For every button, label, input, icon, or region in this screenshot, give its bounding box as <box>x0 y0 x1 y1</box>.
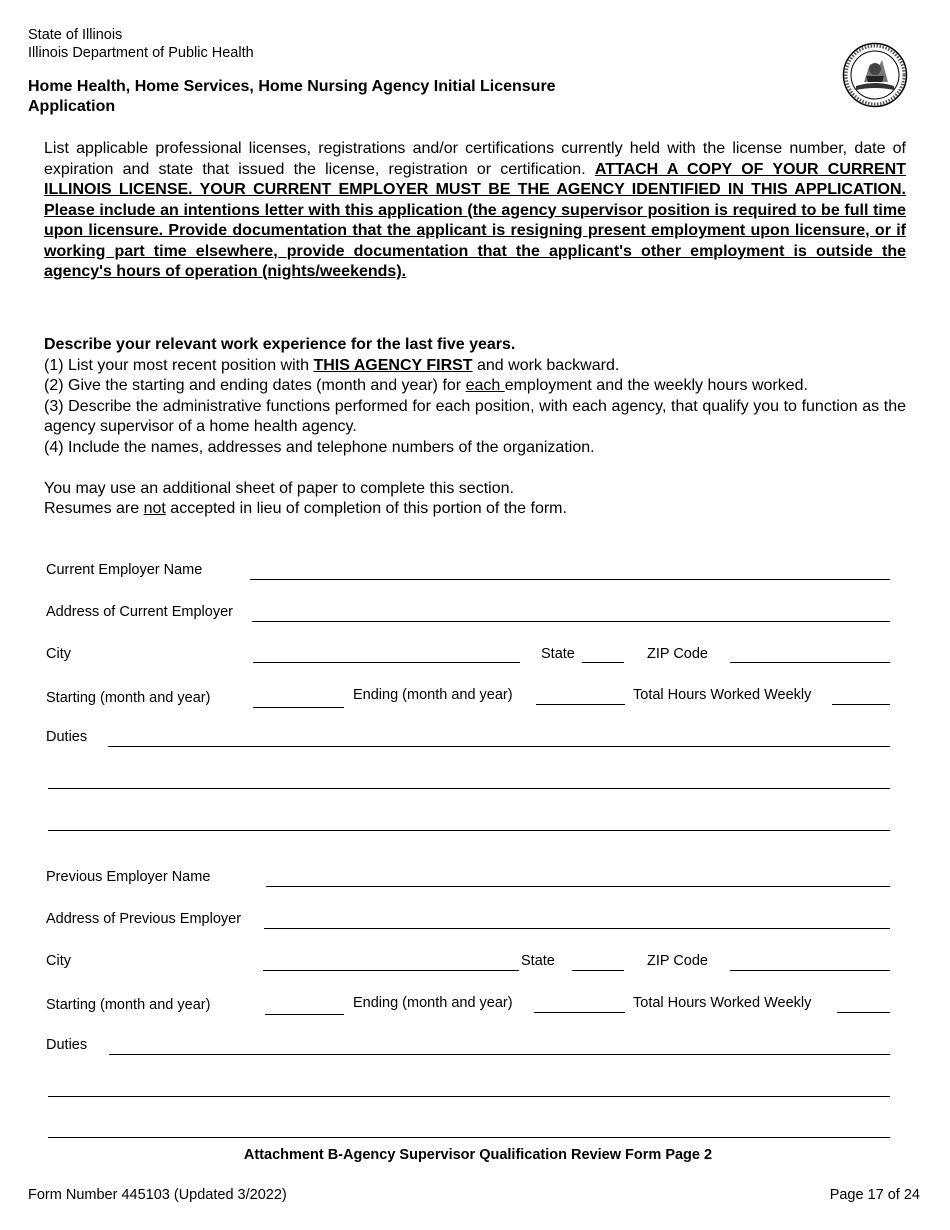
current-duties-field-2[interactable] <box>48 788 890 789</box>
state-seal-icon <box>842 42 908 108</box>
previous-employer-label: Previous Employer Name <box>46 869 211 885</box>
previous-duties-field-2[interactable] <box>48 1096 890 1097</box>
previous-address-field[interactable] <box>264 928 890 929</box>
previous-zip-field[interactable] <box>730 970 890 971</box>
current-end-label: Ending (month and year) <box>353 687 513 703</box>
page-title <box>28 77 556 117</box>
current-employer-field[interactable] <box>250 579 890 580</box>
instruction-1: (1) List your most recent position with THIS AGENCY FIRST and work backward. <box>44 356 620 374</box>
resume-note: Resumes are not accepted in lieu of completion of this portion of the form. <box>44 500 567 517</box>
department-name: Illinois Department of Public Health <box>28 45 254 61</box>
current-city-field[interactable] <box>253 662 520 663</box>
license-instructions <box>44 139 906 283</box>
state-name: State of Illinois <box>28 27 123 43</box>
current-address-field[interactable] <box>252 621 890 622</box>
previous-duties-field-3[interactable] <box>48 1137 890 1138</box>
previous-state-label: State <box>521 953 555 969</box>
previous-state-field[interactable] <box>572 970 624 971</box>
current-duties-field-3[interactable] <box>48 830 890 831</box>
previous-start-field[interactable] <box>265 1014 344 1015</box>
current-end-field[interactable] <box>536 704 625 705</box>
current-employer-label: Current Employer Name <box>46 562 203 578</box>
form-number: Form Number 445103 (Updated 3/2022) <box>28 1187 287 1203</box>
each-emphasis: each <box>465 377 505 394</box>
current-address-label: Address of Current Employer <box>46 604 233 620</box>
license-instructions-emphasis: ATTACH A COPY OF YOUR CURRENT ILLINOIS LICENSE. YOUR CURRENT EMPLOYER MUST BE THE AGENCY IDENTIFIED IN THIS APPLICATION. Please include an intentions letter with this application (the agency supervisor position is required to be full time upon licensure. Provide documentation that the applicant is resigning present employment upon licensure, or if working part time elsewhere, provide documentation that the applicant's other employment is outside the agency's hours of operation (nights/weekends). <box>44 160 906 280</box>
attachment-caption: Attachment B-Agency Supervisor Qualification Review Form Page 2 <box>243 1147 713 1163</box>
instruction-3: (3) Describe the administrative functions performed for each position, with each agency, that qualify you to function as the agency supervisor of a home health agency. <box>44 397 906 435</box>
current-start-label: Starting (month and year) <box>46 690 211 706</box>
page-title-line2: Application <box>28 98 116 115</box>
previous-city-field[interactable] <box>263 970 519 971</box>
previous-end-label: Ending (month and year) <box>353 995 513 1011</box>
previous-zip-label: ZIP Code <box>647 953 708 969</box>
page-number: Page 17 of 24 <box>829 1187 920 1203</box>
previous-address-label: Address of Previous Employer <box>46 911 242 927</box>
current-hours-label: Total Hours Worked Weekly <box>633 687 812 703</box>
instruction-4: (4) Include the names, addresses and telephone numbers of the organization. <box>44 438 595 456</box>
previous-end-field[interactable] <box>534 1012 625 1013</box>
current-duties-label: Duties <box>46 729 88 745</box>
current-hours-field[interactable] <box>832 704 890 705</box>
current-zip-label: ZIP Code <box>647 646 708 662</box>
current-start-field[interactable] <box>253 707 344 708</box>
previous-start-label: Starting (month and year) <box>46 997 211 1013</box>
instruction-2: (2) Give the starting and ending dates (month and year) for each employment and the weekly hours worked. <box>44 377 808 394</box>
experience-heading: Describe your relevant work experience for the last five years. <box>44 336 516 353</box>
this-agency-first: THIS AGENCY FIRST <box>313 356 473 374</box>
previous-city-label: City <box>46 953 71 969</box>
current-duties-field-1[interactable] <box>108 746 890 747</box>
previous-duties-label: Duties <box>46 1037 88 1053</box>
page-title-line1: Home Health, Home Services, Home Nursing Agency Initial Licensure <box>28 78 556 95</box>
current-zip-field[interactable] <box>730 662 890 663</box>
previous-hours-field[interactable] <box>837 1012 890 1013</box>
experience-instructions <box>44 335 906 520</box>
additional-sheet-note: You may use an additional sheet of paper to complete this section. <box>44 479 514 497</box>
previous-employer-field[interactable] <box>266 886 890 887</box>
previous-duties-field-1[interactable] <box>109 1054 890 1055</box>
current-state-field[interactable] <box>582 662 624 663</box>
current-city-label: City <box>46 646 71 662</box>
license-instructions-text: List applicable professional licenses, registrations and/or certifications currently held with the license number, date of expiration and state that issued the license, registration or certification. <box>44 140 906 178</box>
current-state-label: State <box>541 646 575 662</box>
previous-hours-label: Total Hours Worked Weekly <box>633 995 812 1011</box>
